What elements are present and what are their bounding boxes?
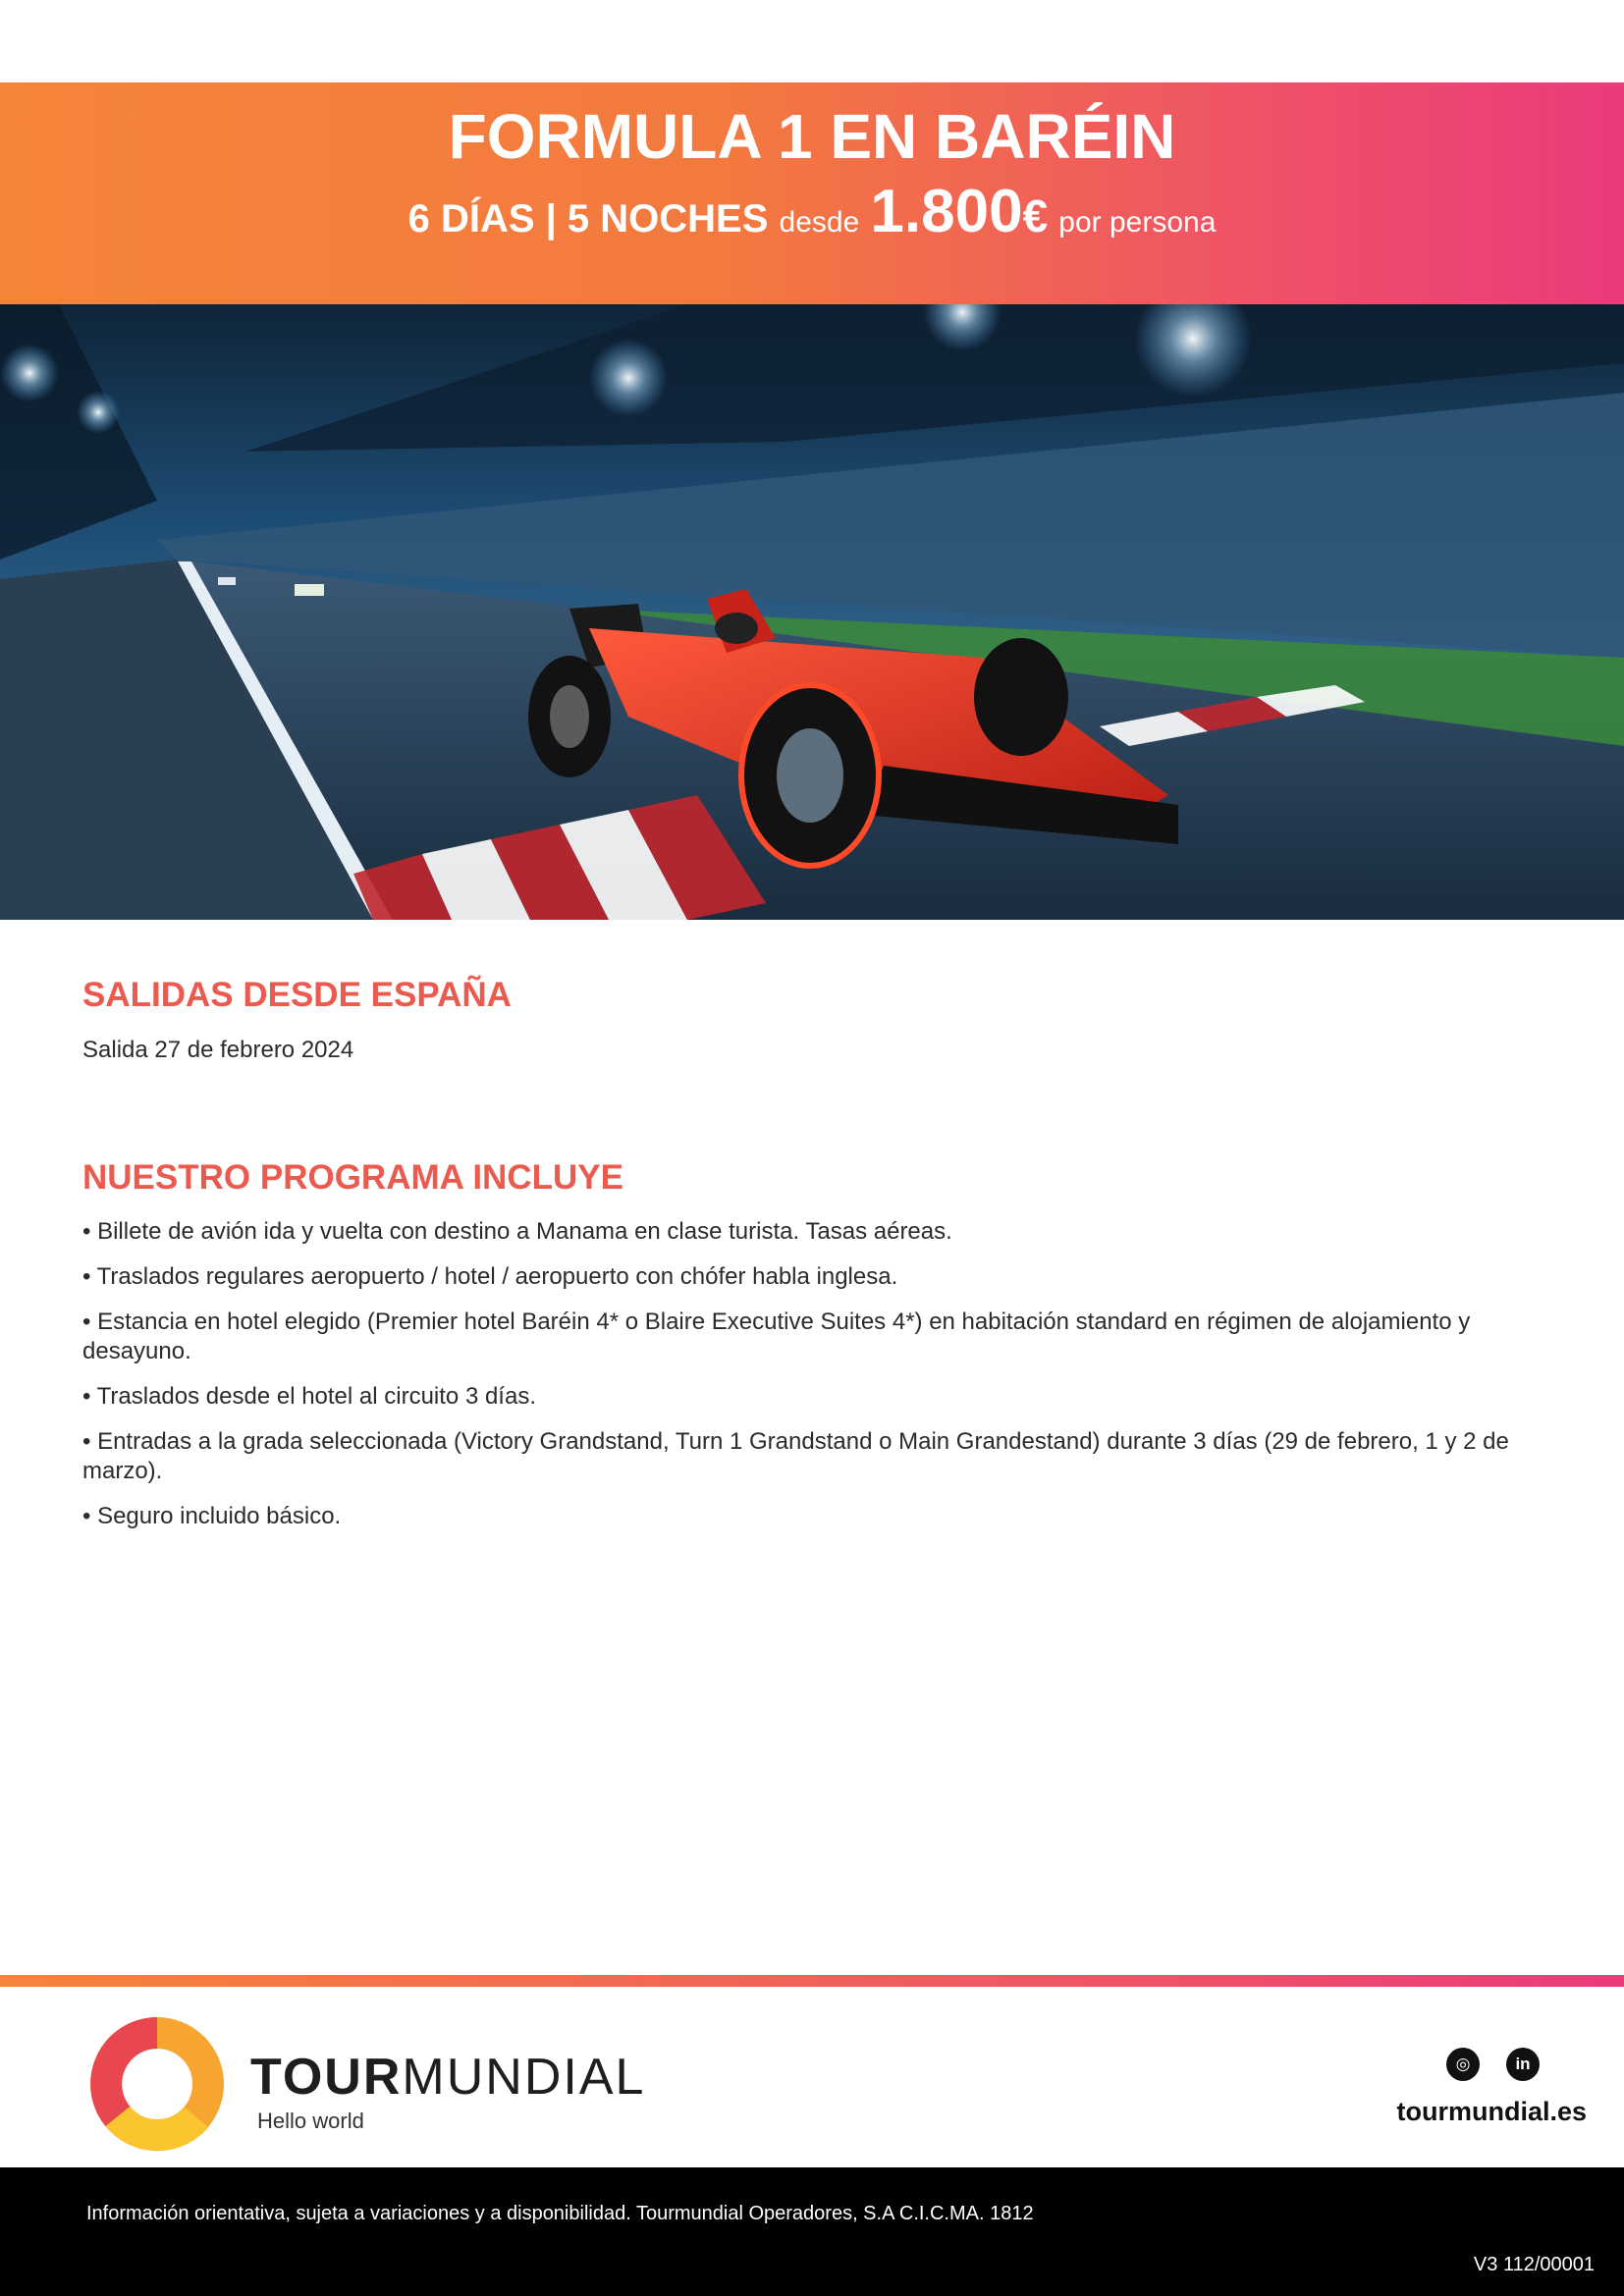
header-banner	[0, 82, 1624, 304]
race-track-illustration	[0, 304, 1624, 920]
from-label: desde	[779, 206, 860, 239]
list-item: • Seguro incluido básico.	[82, 1503, 342, 1529]
tourmundial-logo	[88, 2010, 677, 2158]
legal-footer	[0, 2167, 1624, 2296]
departures-heading: SALIDAS DESDE ESPAÑA	[82, 976, 512, 1014]
per-person-label: por persona	[1058, 206, 1217, 239]
brand-tagline: Hello world	[257, 2109, 364, 2133]
brand-name: TOURMUNDIAL	[250, 2049, 646, 2106]
document-code: V3 112/00001	[1473, 2254, 1595, 2275]
logo-ring-icon	[88, 2015, 226, 2153]
list-item: • Entradas a la grada seleccionada (Victory Grandstand, Turn 1 Grandstand o Main Grandestand) durante 3 días (29 de febrero, 1 y 2 de marzo).	[82, 1428, 1509, 1484]
list-item: • Billete de avión ida y vuelta con destino a Manama en clase turista. Tasas aéreas.	[82, 1218, 952, 1245]
instagram-icon[interactable]: ◎	[1446, 2048, 1480, 2081]
linkedin-icon[interactable]: in	[1506, 2048, 1540, 2081]
trip-subtitle	[0, 177, 1624, 246]
hero-image-f1-car	[0, 304, 1624, 920]
list-item: • Traslados regulares aeropuerto / hotel / aeropuerto con chófer habla inglesa.	[82, 1263, 898, 1290]
currency-symbol: €	[1022, 190, 1049, 241]
trip-price: 1.800	[870, 178, 1023, 245]
program-includes-list	[82, 1217, 1555, 1547]
list-item: • Traslados desde el hotel al circuito 3 días.	[82, 1383, 536, 1410]
disclaimer-text: Información orientativa, sujeta a variaciones y a disponibilidad. Tourmundial Operadores, S.A C.I.C.MA. 1812	[86, 2203, 1034, 2224]
footer-divider	[0, 1975, 1624, 1987]
program-heading: NUESTRO PROGRAMA INCLUYE	[82, 1158, 623, 1197]
list-item: • Estancia en hotel elegido (Premier hotel Baréin 4* o Blaire Executive Suites 4*) en habitación standard en régimen de alojamiento y desayuno.	[82, 1308, 1471, 1364]
trip-duration: 6 DÍAS | 5 NOCHES	[407, 197, 769, 240]
trip-title: FORMULA 1 EN BARÉIN	[448, 101, 1176, 172]
departure-date: Salida 27 de febrero 2024	[82, 1037, 354, 1063]
website-link[interactable]: tourmundial.es	[1396, 2097, 1587, 2126]
